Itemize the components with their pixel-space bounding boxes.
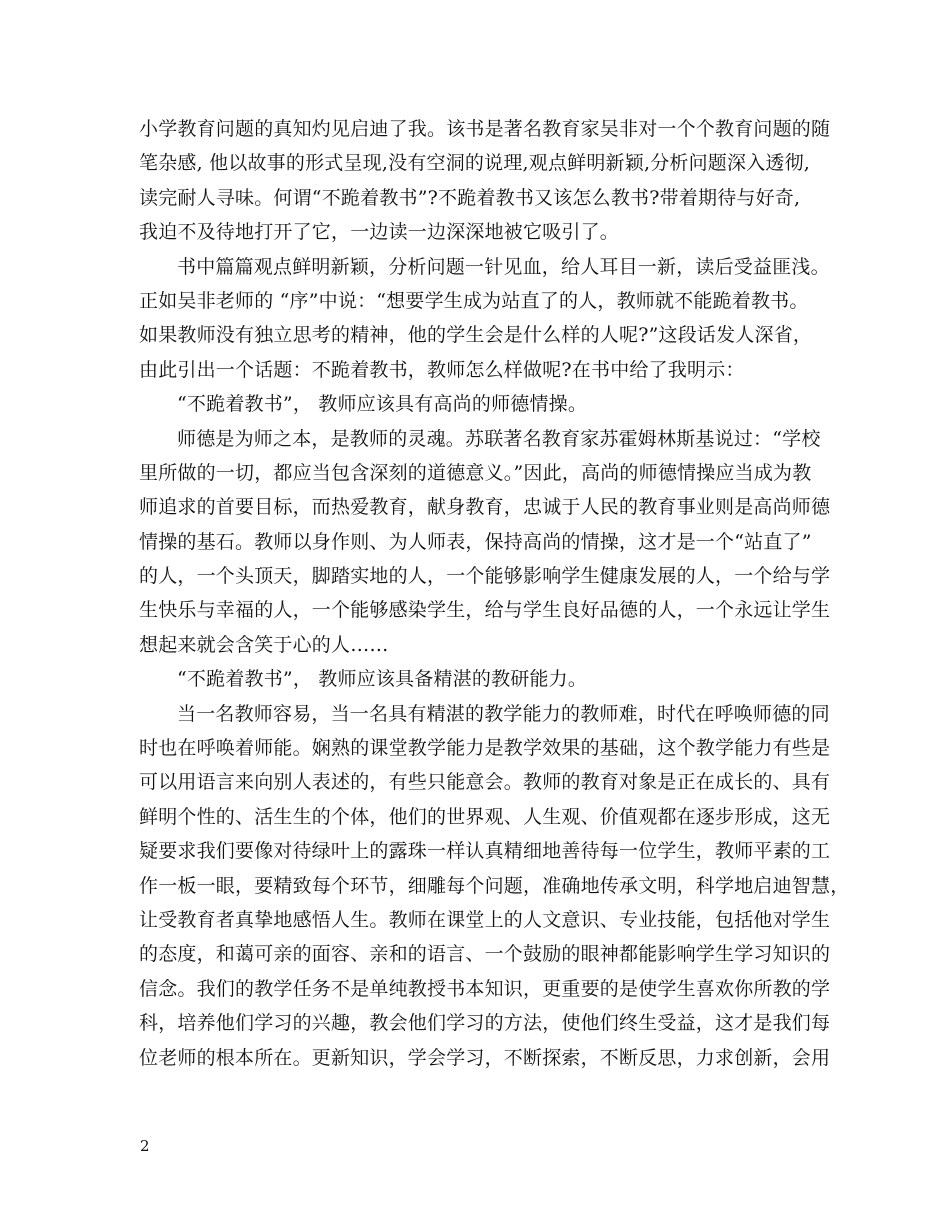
text-line: 读完耐人寻味。何谓“不跪着教书”?不跪着教书又该怎么教书?带着期待与好奇,: [139, 186, 801, 209]
text-line: 情操的基石。教师以身作则、为人师表，保持高尚的情操，这才是一个“站直了”: [139, 530, 812, 553]
text-line: 书中篇篇观点鲜明新颖，分析问题一针见血，给人耳目一新，读后受益匪浅。: [177, 255, 830, 278]
text-line: 时也在呼唤着师能。娴熟的课堂教学能力是教学效果的基础，这个教学能力有些是: [139, 737, 831, 760]
text-line: 位老师的根本所在。更新知识，学会学习，不断探索，不断反思，力求创新，会用: [139, 1046, 831, 1069]
text-line: 让受教育者真挚地感悟人生。教师在课堂上的人文意识、专业技能，包括他对学生: [139, 908, 831, 931]
text-line: 的人，一个头顶天，脚踏实地的人，一个能够影响学生健康发展的人，一个给与学: [139, 565, 831, 588]
text-line: 作一板一眼，要精致每个环节，细雕每个问题，准确地传承文明，科学地启迪智慧，: [139, 874, 850, 897]
text-line: 想起来就会含笑于心的人……: [139, 633, 389, 656]
text-line: 由此引出一个话题：不跪着教书，教师怎么样做呢?在书中给了我明示：: [139, 358, 745, 381]
text-line: 可以用语言来向别人表述的，有些只能意会。教师的教育对象是正在成长的、具有: [139, 771, 831, 794]
text-line: 笔杂感, 他以故事的形式呈现,没有空洞的说理,观点鲜明新颖,分析问题深入透彻,: [139, 152, 811, 175]
text-line: 师追求的首要目标，而热爱教育，献身教育，忠诚于人民的教育事业则是高尚师德: [139, 496, 831, 519]
text-line: “不跪着教书”， 教师应该具有高尚的师德情操。: [177, 393, 588, 416]
text-line: 小学教育问题的真知灼见启迪了我。该书是著名教育家吴非对一个个教育问题的随: [139, 118, 831, 140]
text-line: 信念。我们的教学任务不是单纯教授书本知识，更重要的是使学生喜欢你所教的学: [139, 977, 831, 1000]
body-text: [139, 112, 850, 1075]
text-line: 我迫不及待地打开了它，一边读一边深深地被它吸引了。: [139, 221, 620, 244]
text-line: 生快乐与幸福的人，一个能够感染学生，给与学生良好品德的人，一个永远让学生: [139, 599, 831, 622]
text-line: 正如吴非老师的 “序”中说：“想要学生成为站直了的人，教师就不能跪着教书。: [139, 289, 809, 312]
text-line: 师德是为师之本，是教师的灵魂。苏联著名教育家苏霍姆林斯基说过：“学校: [177, 427, 821, 450]
text-line: 如果教师没有独立思考的精神，他的学生会是什么样的人呢?”这段话发人深省，: [139, 324, 813, 347]
text-line: 当一名教师容易，当一名具有精湛的教学能力的教师难，时代在呼唤师德的同: [177, 702, 830, 725]
page-number: 2: [140, 1137, 150, 1155]
text-line: 科，培养他们学习的兴趣，教会他们学习的方法，使他们终生受益，这才是我们每: [139, 1012, 831, 1035]
text-line: 鲜明个性的、活生生的个体，他们的世界观、人生观、价值观都在逐步形成，这无: [139, 805, 831, 828]
text-line: “不跪着教书”， 教师应该具备精湛的教研能力。: [177, 668, 588, 691]
text-line: 疑要求我们要像对待绿叶上的露珠一样认真精细地善待每一位学生，教师平素的工: [139, 840, 831, 863]
text-line: 的态度，和蔼可亲的面容、亲和的语言、一个鼓励的眼神都能影响学生学习知识的: [139, 943, 831, 966]
text-line: 里所做的一切，都应当包含深刻的道德意义。”因此，高尚的师德情操应当成为教: [139, 461, 812, 484]
